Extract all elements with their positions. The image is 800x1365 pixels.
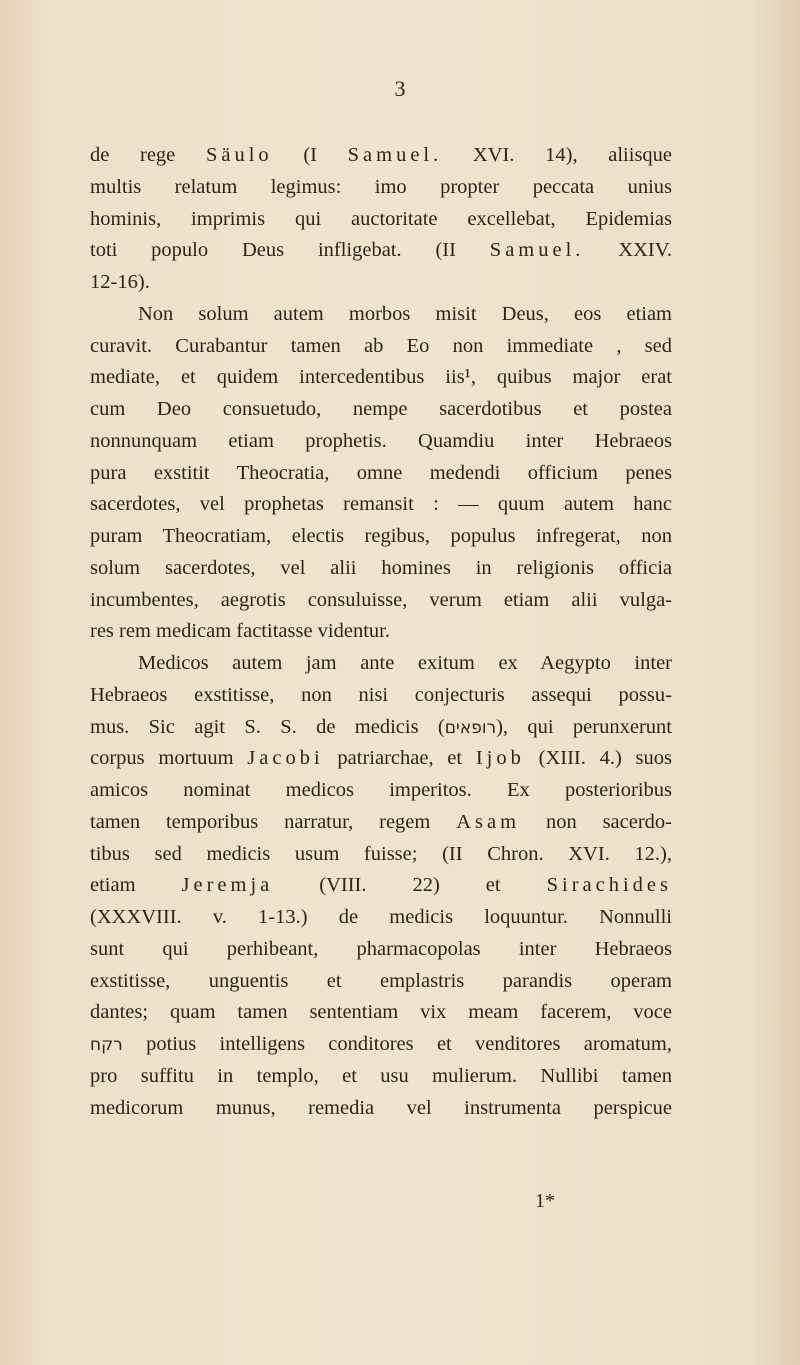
- text-line-3: hominis, imprimis qui auctoritate excellebat, Epidemias: [90, 207, 672, 230]
- text-line-5: 12-16).: [90, 271, 150, 293]
- text-line-17: Medicos autem jam ante exitum ex Aegypto inter: [138, 652, 672, 674]
- text-line-10: nonnunquam etiam prophetis. Quamdiu inter Hebraeos: [90, 429, 672, 452]
- text-line-16: res rem medicam factitasse videntur.: [90, 620, 390, 643]
- text-line-13: puram Theocratiam, electis regibus, populus infregerat, non: [90, 525, 672, 547]
- text-line-30: pro suffitu in templo, et usu mulierum. Nullibi tamen: [90, 1064, 672, 1087]
- text-line-23: tibus sed medicis usum fuisse; (II Chron. XVI. 12.),: [90, 842, 672, 865]
- text-line-6: Non solum autem morbos misit Deus, eos etiam: [138, 302, 672, 325]
- page-number: 3: [394, 76, 406, 101]
- text-line-2: multis relatum legimus: imo propter peccata unius: [90, 175, 672, 198]
- body-text: [90, 140, 672, 1124]
- text-line-9: cum Deo consuetudo, nempe sacerdotibus et postea: [90, 398, 672, 420]
- text-line-11: pura exstitit Theocratia, omne medendi officium penes: [90, 461, 672, 484]
- text-line-14: solum sacerdotes, vel alii homines in religionis officia: [90, 556, 672, 579]
- text-line-29: רקח potius intelligens conditores et venditores aromatum,: [90, 1033, 672, 1055]
- text-line-12: sacerdotes, vel prophetas remansit : — quum autem hanc: [90, 493, 672, 516]
- text-line-7: curavit. Curabantur tamen ab Eo non immediate , sed: [90, 334, 672, 357]
- text-line-19: mus. Sic agit S. S. de medicis (רופאים), qui perunxerunt: [90, 715, 672, 738]
- text-line-21: amicos nominat medicos imperitos. Ex posterioribus: [90, 779, 672, 801]
- text-line-25: (XXXVIII. v. 1-13.) de medicis loquuntur. Nonnulli: [90, 906, 672, 928]
- text-line-22: tamen temporibus narratur, regem Asam non sacerdo-: [90, 810, 672, 833]
- text-line-27: exstitisse, unguentis et emplastris parandis operam: [90, 969, 672, 992]
- text-line-4: toti populo Deus infligebat. (II Samuel. XXIV.: [90, 239, 672, 262]
- text-line-26: sunt qui perhibeant, pharmacopolas inter Hebraeos: [90, 937, 672, 960]
- text-line-20: corpus mortuum Jacobi patriarchae, et Ijob (XIII. 4.) suos: [90, 747, 672, 770]
- hebrew-word-rokach: רקח: [90, 1035, 123, 1055]
- text-line-1: de rege Säulo (I Samuel. XVI. 14), aliisque: [90, 144, 673, 166]
- text-line-24: etiam Jeremja (VIII. 22) et Sirachides: [90, 874, 672, 897]
- text-line-8: mediate, et quidem intercedentibus iis¹, quibus major erat: [90, 366, 672, 389]
- text-line-15: incumbentes, aegrotis consuluisse, verum etiam alii vulga-: [90, 588, 672, 611]
- hebrew-word-rofim: רופאים: [444, 717, 497, 738]
- text-line-31: medicorum munus, remedia vel instrumenta perspicue: [90, 1096, 672, 1119]
- signature-mark: 1*: [535, 1190, 555, 1212]
- text-line-18: Hebraeos exstitisse, non nisi conjecturis assequi possu-: [90, 683, 672, 706]
- text-line-28: dantes; quam tamen sententiam vix meam facerem, voce: [90, 1001, 672, 1024]
